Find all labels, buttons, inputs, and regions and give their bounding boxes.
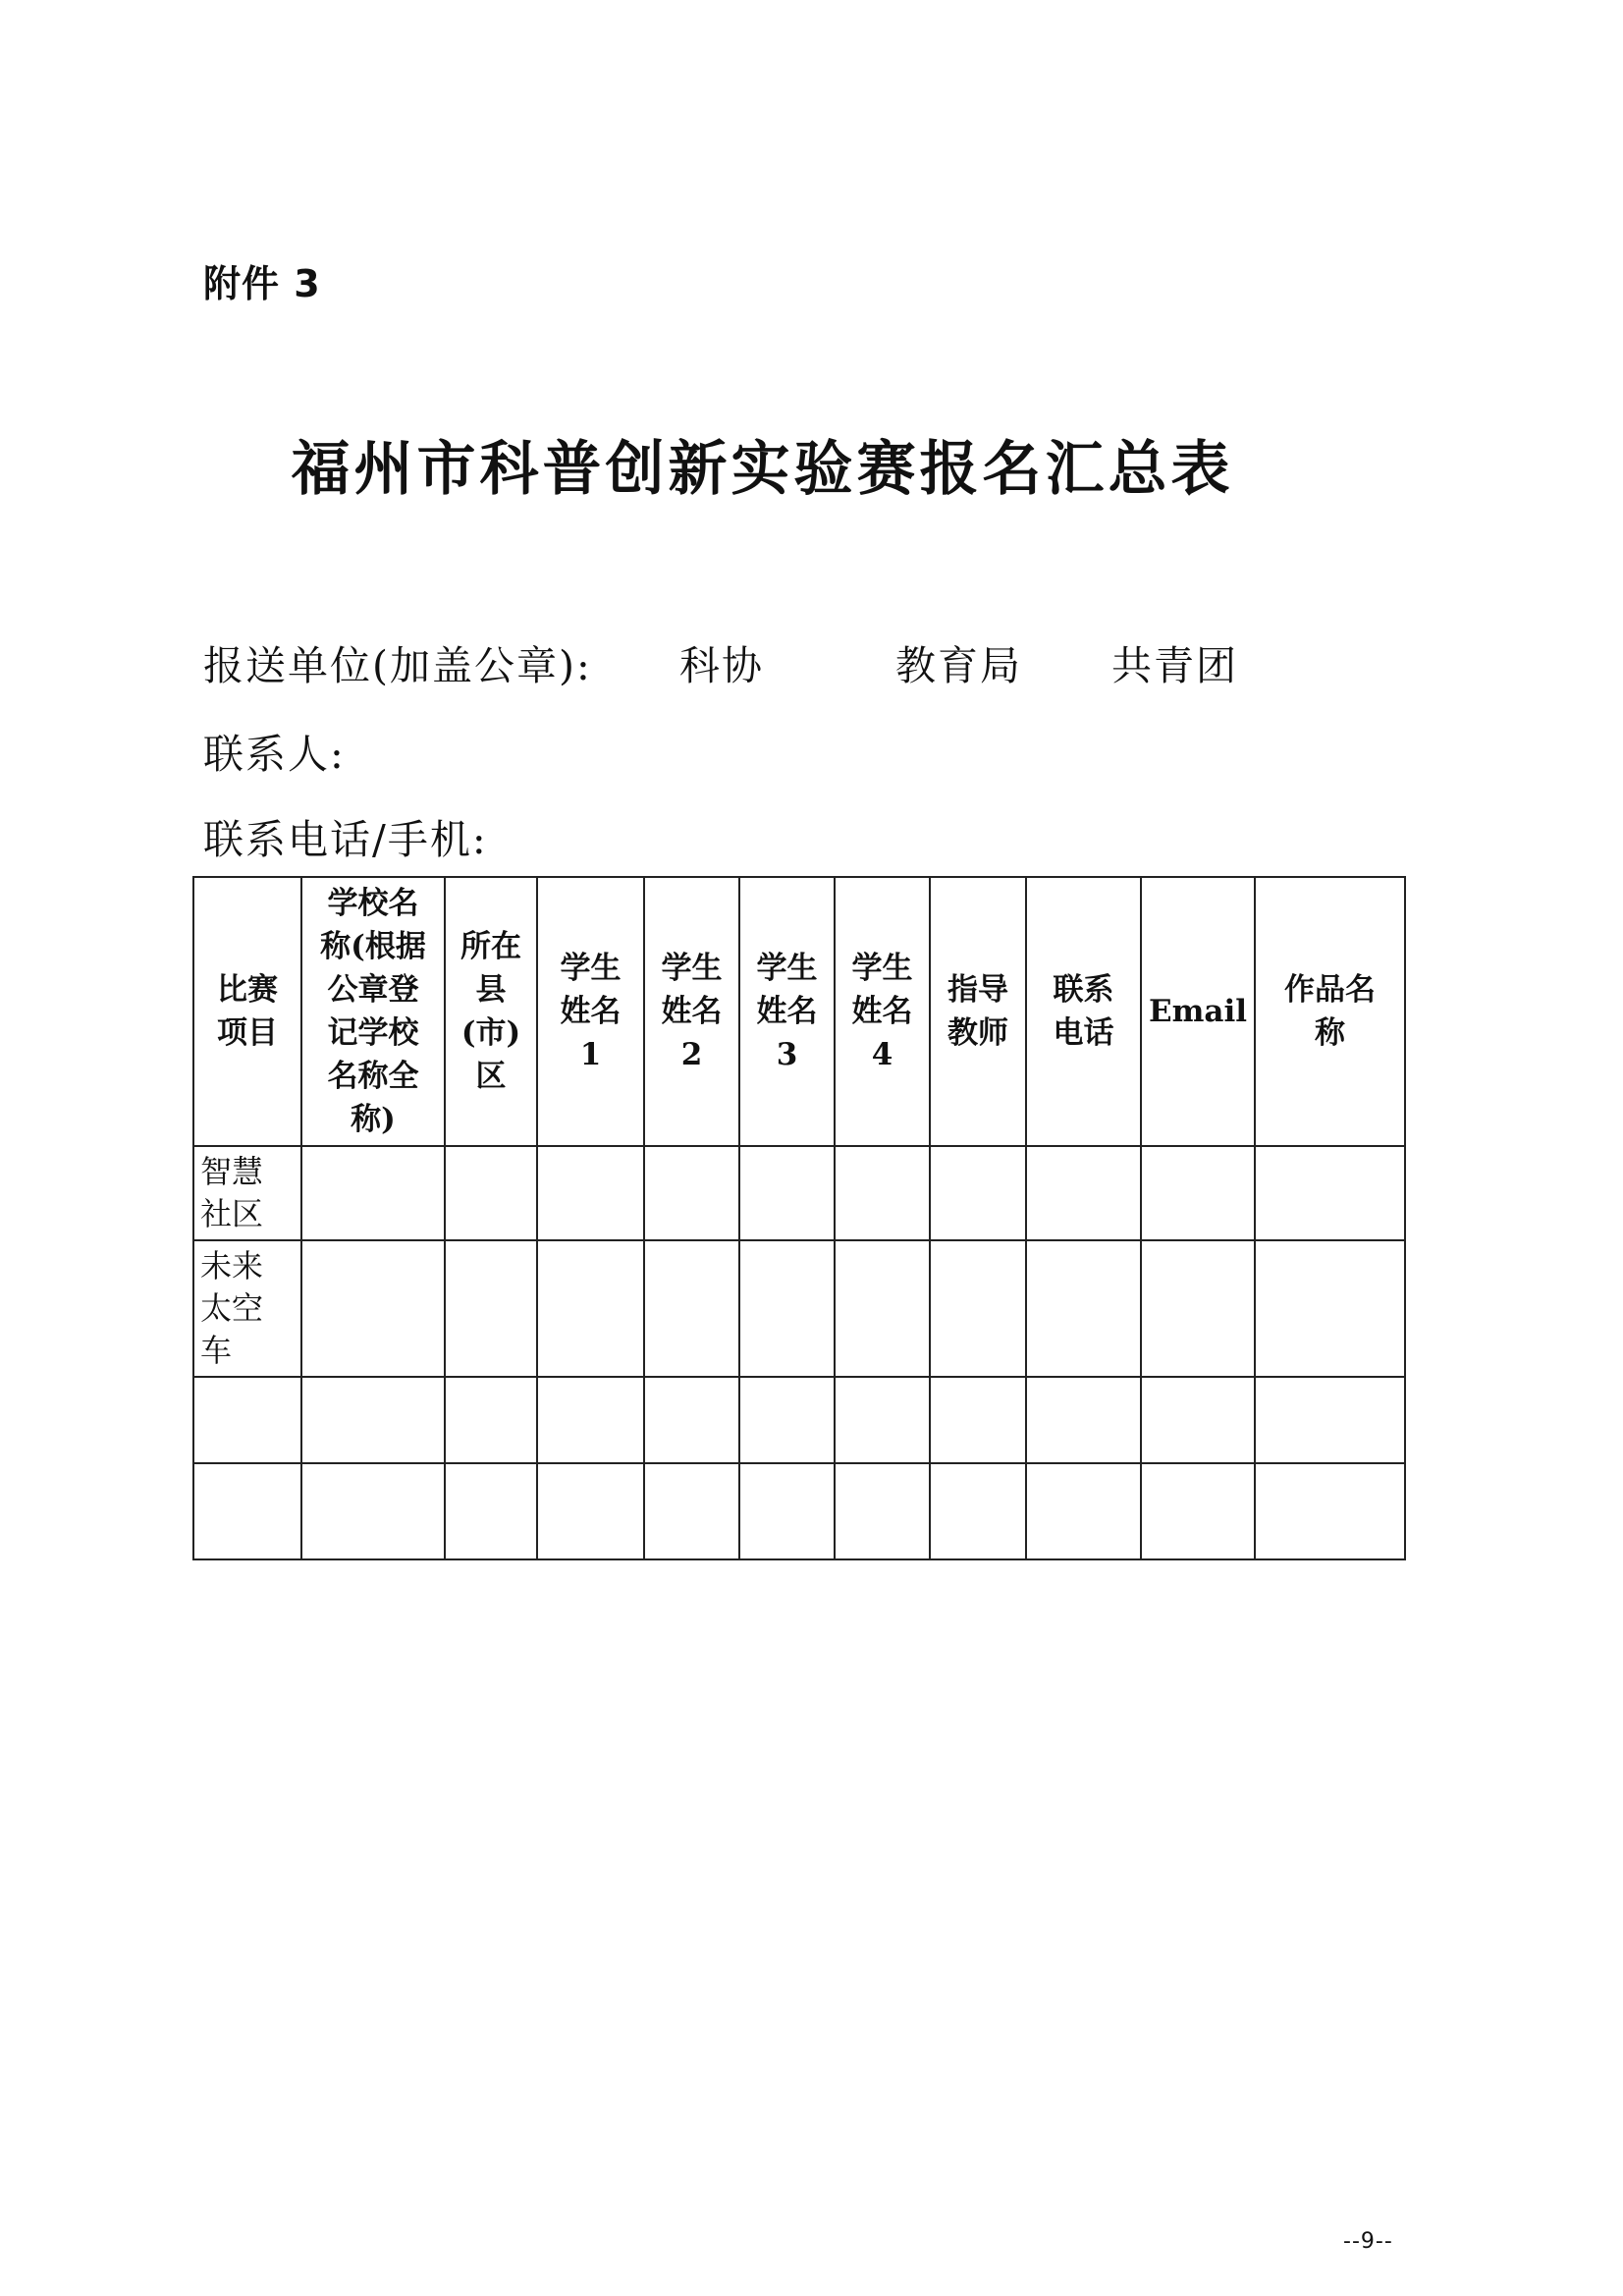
unit-option-youth-league: 共青团 <box>1111 642 1238 689</box>
table-cell[interactable] <box>835 1463 930 1559</box>
table-cell[interactable] <box>301 1146 445 1240</box>
table-cell[interactable] <box>1026 1463 1141 1559</box>
contact-person-label: 联系人: <box>203 731 346 778</box>
page-number: --9-- <box>1343 2229 1393 2254</box>
header-project: 比赛 项目 <box>193 877 301 1146</box>
table-cell[interactable] <box>739 1146 835 1240</box>
table-cell[interactable] <box>739 1463 835 1559</box>
project-cell[interactable] <box>193 1463 301 1559</box>
table-cell[interactable] <box>644 1377 739 1463</box>
table-cell[interactable] <box>930 1377 1026 1463</box>
header-email: Email <box>1141 877 1255 1146</box>
table-header-row <box>193 877 1405 1146</box>
project-cell: 未来 太空 车 <box>193 1240 301 1377</box>
header-student-3: 学生 姓名 3 <box>739 877 835 1146</box>
header-teacher: 指导 教师 <box>930 877 1026 1146</box>
table-cell[interactable] <box>644 1240 739 1377</box>
table-cell[interactable] <box>644 1463 739 1559</box>
table-cell[interactable] <box>644 1146 739 1240</box>
header-student-2: 学生 姓名 2 <box>644 877 739 1146</box>
table-cell[interactable] <box>1141 1240 1255 1377</box>
table-cell[interactable] <box>445 1377 537 1463</box>
table-row <box>193 1240 1405 1377</box>
header-county: 所在 县 (市) 区 <box>445 877 537 1146</box>
table-cell[interactable] <box>1141 1377 1255 1463</box>
table-row <box>193 1463 1405 1559</box>
contact-phone-label: 联系电话/手机: <box>203 816 488 863</box>
table-cell[interactable] <box>739 1240 835 1377</box>
table-cell[interactable] <box>1255 1146 1405 1240</box>
annex-label: 附件 3 <box>203 262 321 305</box>
table-cell[interactable] <box>1255 1377 1405 1463</box>
table-cell[interactable] <box>930 1463 1026 1559</box>
project-cell: 智慧 社区 <box>193 1146 301 1240</box>
header-student-1: 学生 姓名 1 <box>537 877 644 1146</box>
header-work-name: 作品名 称 <box>1255 877 1405 1146</box>
submitting-unit-label: 报送单位(加盖公章): <box>203 642 592 689</box>
unit-option-kexie: 科协 <box>679 642 764 689</box>
table-cell[interactable] <box>835 1146 930 1240</box>
table-cell[interactable] <box>1255 1240 1405 1377</box>
header-phone: 联系 电话 <box>1026 877 1141 1146</box>
table-cell[interactable] <box>1026 1240 1141 1377</box>
table-cell[interactable] <box>930 1240 1026 1377</box>
table-cell[interactable] <box>537 1146 644 1240</box>
table-cell[interactable] <box>445 1240 537 1377</box>
table-cell[interactable] <box>835 1377 930 1463</box>
table-cell[interactable] <box>835 1240 930 1377</box>
table-cell[interactable] <box>445 1146 537 1240</box>
header-student-4: 学生 姓名 4 <box>835 877 930 1146</box>
table-cell[interactable] <box>537 1463 644 1559</box>
table-cell[interactable] <box>537 1240 644 1377</box>
table-cell[interactable] <box>1141 1463 1255 1559</box>
header-school-name: 学校名 称(根据 公章登 记学校 名称全 称) <box>301 877 445 1146</box>
table-cell[interactable] <box>1141 1146 1255 1240</box>
project-cell[interactable] <box>193 1377 301 1463</box>
registration-table <box>192 876 1406 1560</box>
table-cell[interactable] <box>739 1377 835 1463</box>
table-row <box>193 1377 1405 1463</box>
table-row <box>193 1146 1405 1240</box>
table-cell[interactable] <box>301 1377 445 1463</box>
table-cell[interactable] <box>1026 1146 1141 1240</box>
table-cell[interactable] <box>445 1463 537 1559</box>
page-title: 福州市科普创新实验赛报名汇总表 <box>291 435 1234 504</box>
table-cell[interactable] <box>1255 1463 1405 1559</box>
table-cell[interactable] <box>301 1463 445 1559</box>
table-cell[interactable] <box>1026 1377 1141 1463</box>
table-cell[interactable] <box>930 1146 1026 1240</box>
table-cell[interactable] <box>301 1240 445 1377</box>
table-cell[interactable] <box>537 1377 644 1463</box>
unit-option-education-bureau: 教育局 <box>895 642 1022 689</box>
